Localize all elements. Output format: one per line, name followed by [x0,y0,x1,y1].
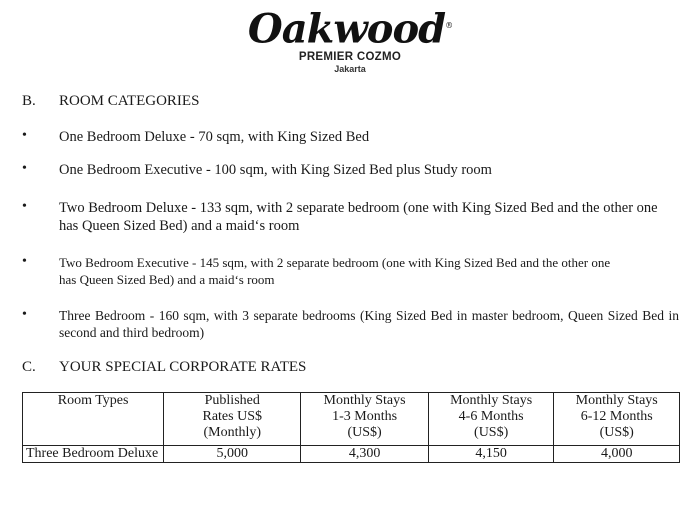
header-monthly-4-6: Monthly Stays 4-6 Months (US$) [428,393,554,446]
room-category-item [22,307,682,341]
room-category-text: Two Bedroom Deluxe - 133 sqm, with 2 separate bedroom (one with King Sized Bed and the other one has Queen Sized Bed) and a maid‘s room [59,200,658,234]
cell-rate-4-6: 4,150 [428,446,554,463]
section-c-heading [22,358,306,376]
logo-city: Jakarta [334,64,366,75]
room-category-text: One Bedroom Executive - 100 sqm, with King Sized Bed plus Study room [59,162,492,178]
header-room-types: Room Types [23,393,164,446]
cell-rate-1-3: 4,300 [301,446,429,463]
section-b-title: ROOM CATEGORIES [59,93,200,109]
room-category-text: Two Bedroom Executive - 145 sqm, with 2 separate bedroom (one with King Sized Bed and the other one has Queen Sized Bed) and a maid‘s room [59,255,611,287]
bullet-icon: • [22,254,27,269]
section-b-heading [22,92,199,110]
room-category-item [22,199,682,235]
cell-room-type: Three Bedroom Deluxe [23,446,164,463]
room-category-item [22,128,682,146]
bullet-icon: • [22,199,27,214]
table-header-row [23,393,680,446]
bullet-icon: • [22,161,27,176]
corporate-rates-table [22,392,680,463]
oakwood-logo [0,6,700,75]
bullet-icon: • [22,307,27,322]
cell-rate-6-12: 4,000 [554,446,680,463]
room-category-text: Three Bedroom - 160 sqm, with 3 separate bedrooms (King Sized Bed in master bedroom, Queen Sized Bed in second and third bedroom) [59,308,679,340]
logo-wordmark: Oakwood® [247,5,453,53]
header-published-rates: Published Rates US$ (Monthly) [164,393,301,446]
room-category-text: One Bedroom Deluxe - 70 sqm, with King Sized Bed [59,129,370,145]
section-c-title: YOUR SPECIAL CORPORATE RATES [59,359,307,375]
logo-subtitle: PREMIER COZMO [298,51,402,64]
table-row [23,446,680,463]
header-monthly-1-3: Monthly Stays 1-3 Months (US$) [301,393,429,446]
section-c-letter: C. [22,359,36,375]
section-b-letter: B. [22,93,36,109]
room-category-item [22,161,682,179]
bullet-icon: • [22,128,27,143]
header-monthly-6-12: Monthly Stays 6-12 Months (US$) [554,393,680,446]
room-category-item [22,254,682,288]
cell-published-rate: 5,000 [164,446,301,463]
